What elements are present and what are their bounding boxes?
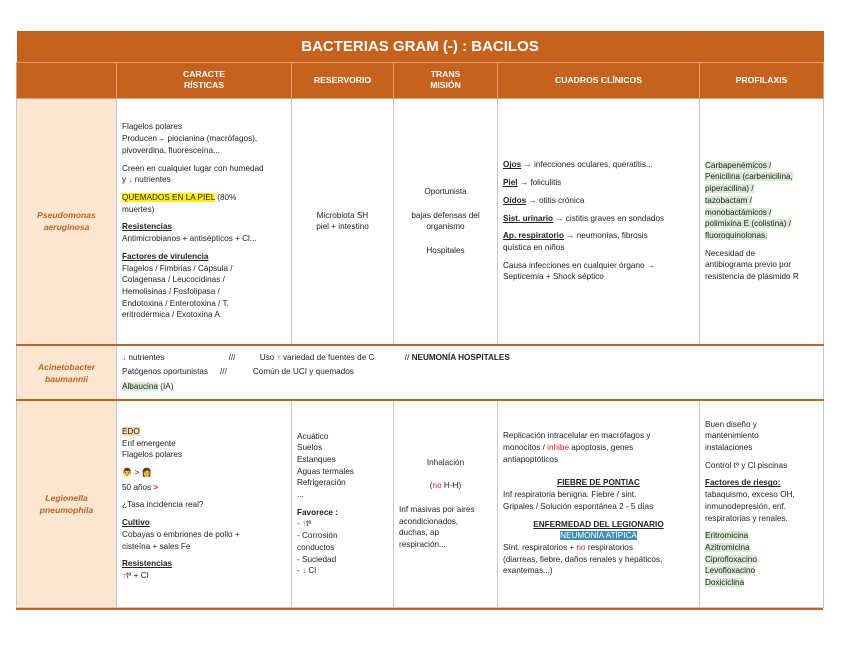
man-woman-icon: 👨 > 👩 bbox=[122, 467, 152, 477]
pseudomonas-profilaxis: Carbapenémicos / Penicilina (carbenicilina, piperacilina) / tazobactam / monobactámicos / polimixina E (colistina) / fluoroquinolonas. Necesidad de antibiograma previo por resistencia de plásmido R bbox=[700, 98, 824, 345]
pseudomonas-caracteristicas: Flagelos polares Producen→ piocianina (macrófagos), pivoverdina, fluoresceína... Creen en cualquier lugar con humedad y ↓ nutrientes QUEMADOS EN LA PIEL (80% muertes) Resistencias Antimicrobianos + antisépticos + Cl... Factores de virulencia Flagelos / Fimbrias / Cápsula / Colagenasa / Leucocidinas / Hemolisinas / Fosfolipasa / Endotoxina / Enterotoxina / T. eritrodérmica / Exotoxina A bbox=[117, 98, 292, 345]
page-title: BACTERIAS GRAM (-) : BACILOS bbox=[17, 31, 824, 62]
pseudomonas-cuadros-clinicos: Ojos → infecciones oculares, queratitis... Piel → foliculitis Oídos → otitis crónica Sist. urinario → cistitis graves en sondados Ap. respiratorio → neumonías, fibrosis quística en niños Causa infecciones en cualquier órgano → Septicemia + Shock séptico bbox=[498, 98, 700, 345]
header-profilaxis: PROFILAXIS bbox=[700, 62, 824, 98]
header-caracteristicas: CARACTE RÍSTICAS bbox=[117, 62, 292, 98]
arrow-down-icon: ↓ bbox=[122, 352, 127, 362]
header-cuadros-clinicos: CUADROS CLÍNICOS bbox=[498, 62, 700, 98]
legionella-profilaxis: Buen diseño y mantenimiento instalaciones Control tª y Cl piscinas Factores de riesgo: tabaquismo, exceso OH, inmunodepresión, enf. respiratorias y renales. Eritromicina Azitromicina Ciprofloxacino Levofloxacino Doxiciclina bbox=[700, 400, 824, 607]
gram-negative-table bbox=[16, 31, 823, 608]
arrow-up-icon: ↑ bbox=[276, 352, 281, 362]
pseudomonas-transmision: Oportunista bajas defensas del organismo Hospitales bbox=[394, 98, 498, 345]
bottom-divider bbox=[16, 608, 823, 610]
row-label-pseudomonas: Pseudomonas aeruginosa bbox=[17, 98, 117, 345]
pseudomonas-reservorio: Microbiota SH piel + intestino bbox=[292, 98, 394, 345]
arrow-down-icon: ↓ bbox=[302, 566, 307, 576]
legionella-cuadros-clinicos: Replicación intracelular en macrófagos y monocitos / inhibe apoptosis, genes antiapoptóticos FIEBRE DE PONTIAC Inf respiratoria benigna. Fiebre / sint. Gripales / Solución espontánea 2 - 5 días ENFERMEDAD DEL LEGIONARIO NEUMONÍA ATÍPICA Sínt. respiratorios + no respiratorios (diarreas, fiebre, daños renales y hepáticos, exantemas...) bbox=[498, 400, 700, 607]
header-reservorio: RESERVORIO bbox=[292, 62, 394, 98]
header-empty bbox=[17, 62, 117, 98]
legionella-reservorio: Acuático Suelos Estanques Aguas termales Refrigeración ... Favorece : - ↑tª - Corrosión conductos - Suciedad - ↓ Cl bbox=[292, 400, 394, 607]
arrow-down-icon: ↓ bbox=[128, 175, 133, 185]
header-transmision: TRANS MISIÓN bbox=[394, 62, 498, 98]
legionella-transmision: Inhalación (no H-H) Inf masivas por aires acondicionados, duchas, ap respiración... bbox=[394, 400, 498, 607]
row-label-acinetobacter: Acinetobacter baumannii bbox=[17, 345, 117, 400]
row-label-legionella: Legionella pneumophila bbox=[17, 400, 117, 607]
arrow-up-icon: ↑ bbox=[122, 570, 127, 580]
acinetobacter-details: ↓ nutrientes /// Uso ↑ variedad de fuentes de C // NEUMONÍA HOSPITALES Patógenos oportunistas /// Común de UCI y quemados Albaucina (IA) bbox=[117, 345, 824, 400]
arrow-up-icon: ↑ bbox=[302, 519, 307, 529]
legionella-caracteristicas: EDO Enf emergente Flagelos polares 👨 > 👩 50 años > ¿Tasa incidencia real? Cultivo Cobayas o embriones de pollo + cisteína + sales Fe Resistencias ↑tª + Cl bbox=[117, 400, 292, 607]
